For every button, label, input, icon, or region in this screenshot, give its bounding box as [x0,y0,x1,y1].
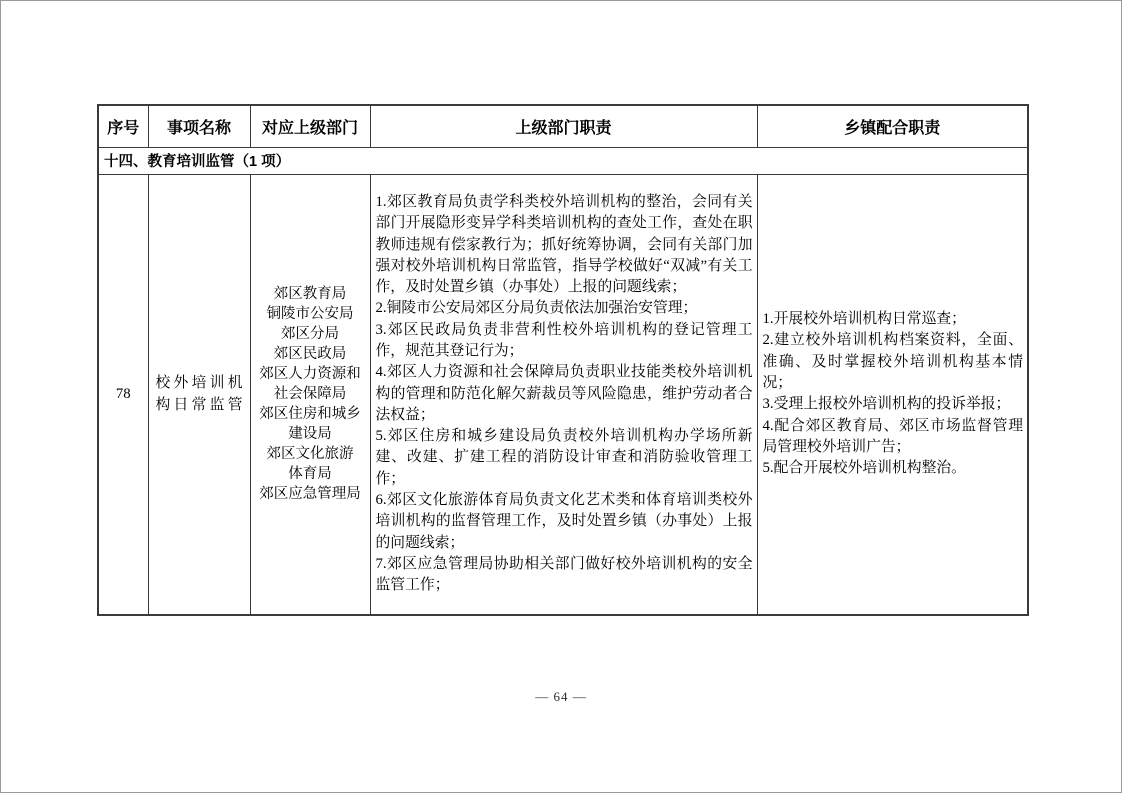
page-number: — 64 — [535,689,587,704]
superior-duty-item: 5.郊区住房和城乡建设局负责校外培训机构办学场所新建、改建、扩建工程的消防设计审查和消防验收管理工作； [375,428,753,487]
department-line: 体育局 [288,466,332,483]
town-duty-item: 4.配合郊区教育局、郊区市场监督管理局管理校外培训广告； [762,417,1023,455]
superior-duty-item: 7.郊区应急管理局协助相关部门做好校外培训机构的安全监管工作； [375,555,753,594]
header-seq: 序号 [98,105,148,147]
town-duty-item: 5.配合开展校外培训机构整治。 [762,460,966,477]
department-line: 郊区教育局 [273,286,347,303]
section-row [98,147,1028,174]
town-duty-item: 1.开展校外培训机构日常巡查； [762,311,966,328]
table-header-row [98,105,1028,147]
department-line: 铜陵市公安局 [266,306,354,323]
department-line: 郊区文化旅游 [266,446,354,463]
section-title: 十四、教育培训监管（1 项） [98,147,1028,174]
duties-table [97,104,1029,616]
table-row [98,174,1028,615]
department-line: 郊区应急管理局 [259,486,361,503]
header-superior-department: 对应上级部门 [250,105,370,147]
superior-duty-item: 6.郊区文化旅游体育局负责文化艺术类和体育培训类校外培训机构的监督管理工作，及时处置乡镇（办事处）上报的问题线索； [375,492,753,551]
seq-cell: 78 [98,174,148,615]
item-name-cell [148,174,250,615]
item-name-line: 校外培训机 [155,375,243,392]
item-name-line: 构日常监管 [155,397,243,414]
superior-duty-item: 2.铜陵市公安局郊区分局负责依法加强治安管理； [375,300,698,317]
superior-duty-item: 4.郊区人力资源和社会保障局负责职业技能类校外培训机构的管理和防范化解欠薪裁员等风险隐患，维护劳动者合法权益； [375,364,753,423]
superior-duty-item: 1.郊区教育局负责学科类校外培训机构的整治，会同有关部门开展隐形变异学科类培训机构的查处工作，查处在职教师违规有偿家教行为；抓好统筹协调，会同有关部门加强对校外培训机构日常监管，指导学校做好“双减”有关工作，及时处置乡镇（办事处）上报的问题线索； [375,193,753,296]
header-item-name: 事项名称 [148,105,250,147]
town-duties-cell [757,174,1028,615]
department-line: 社会保障局 [273,386,347,403]
department-line: 郊区分局 [281,326,339,343]
header-town-duties: 乡镇配合职责 [757,105,1028,147]
department-line: 建设局 [288,426,332,443]
department-line: 郊区民政局 [273,346,347,363]
departments-cell [250,174,370,615]
town-duty-item: 2.建立校外培训机构档案资料，全面、准确、及时掌握校外培训机构基本情况； [762,332,1023,391]
department-line: 郊区住房和城乡 [259,406,361,423]
superior-duties-cell [370,174,757,615]
town-duty-item: 3.受理上报校外培训机构的投诉举报； [762,396,1011,413]
header-superior-duties: 上级部门职责 [370,105,757,147]
superior-duty-item: 3.郊区民政局负责非营利性校外培训机构的登记管理工作，规范其登记行为； [375,321,753,359]
department-line: 郊区人力资源和 [259,366,361,383]
